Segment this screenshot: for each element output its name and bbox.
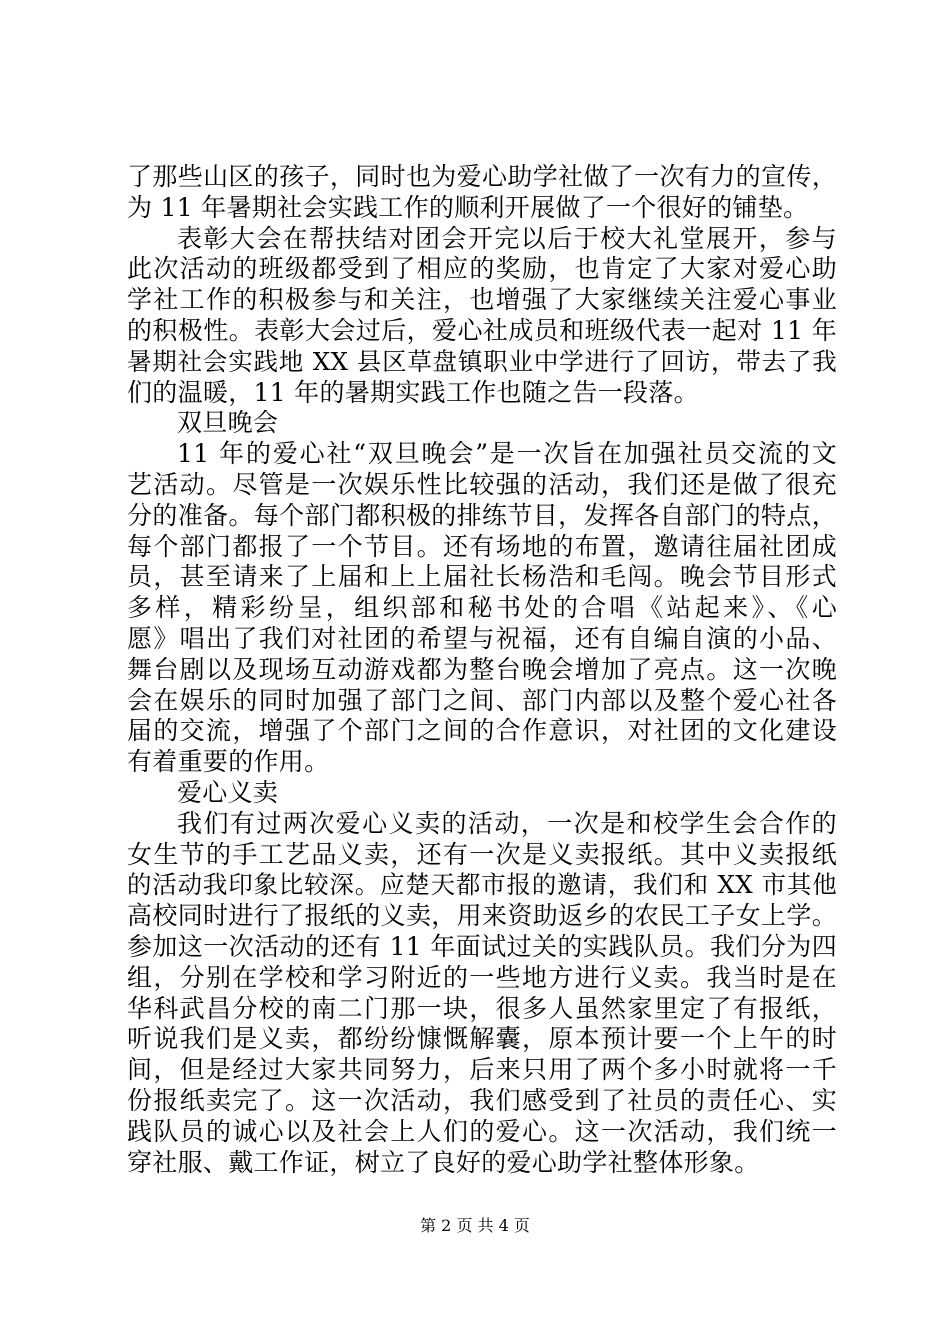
text-line: 的活动我印象比较深。应楚天都市报的邀请，我们和 XX 市其他 (127, 870, 837, 900)
section-heading: 爱心义卖 (177, 777, 279, 807)
page-footer: 第 2 页 共 4 页 (420, 1216, 530, 1235)
text-line: 分的准备。每个部门都积极的排练节目，发挥各自部门的特点， (127, 500, 837, 530)
text-line: 多样，精彩纷呈，组织部和秘书处的合唱《站起来》、《心 (127, 593, 837, 623)
text-line: 参加这一次活动的还有 11 年面试过关的实践队员。我们分为四 (127, 931, 837, 961)
text-line: 员，甚至请来了上届和上上届社长杨浩和毛闯。晚会节目形式 (127, 562, 837, 592)
text-line: 间，但是经过大家共同努力，后来只用了两个多小时就将一千 (127, 1055, 837, 1085)
text-line: 女生节的手工艺品义卖，还有一次是义卖报纸。其中义卖报纸 (127, 839, 837, 869)
text-line: 组，分别在学校和学习附近的一些地方进行义卖。我当时是在 (127, 962, 837, 992)
text-line: 届的交流，增强了个部门之间的合作意识，对社团的文化建设 (127, 716, 837, 746)
text-line: 穿社服、戴工作证，树立了良好的爱心助学社整体形象。 (127, 1147, 760, 1177)
text-line: 们的温暖，11 年的暑期实践工作也随之告一段落。 (127, 377, 699, 407)
text-line: 表彰大会在帮扶结对团会开完以后于校大礼堂展开，参与 (177, 223, 837, 253)
text-line: 11 年的爱心社“双旦晚会”是一次旨在加强社员交流的文 (177, 439, 837, 469)
text-line: 为 11 年暑期社会实践工作的顺利开展做了一个很好的铺垫。 (127, 192, 809, 222)
text-line: 听说我们是义卖，都纷纷慷慨解囊，原本预计要一个上午的时 (127, 1024, 837, 1054)
text-line: 艺活动。尽管是一次娱乐性比较强的活动，我们还是做了很充 (127, 469, 837, 499)
text-line: 愿》唱出了我们对社团的希望与祝福，还有自编自演的小品、 (127, 623, 837, 653)
text-line: 暑期社会实践地 XX 县区草盘镇职业中学进行了回访，带去了我 (127, 346, 837, 376)
text-line: 我们有过两次爱心义卖的活动，一次是和校学生会合作的 (177, 808, 837, 838)
text-line: 了那些山区的孩子，同时也为爱心助学社做了一次有力的宣传， (127, 162, 837, 191)
text-line: 每个部门都报了一个节目。还有场地的布置，邀请往届社团成 (127, 531, 837, 561)
text-line: 高校同时进行了报纸的义卖，用来资助返乡的农民工子女上学。 (127, 901, 837, 931)
text-line: 份报纸卖完了。这一次活动，我们感受到了社员的责任心、实 (127, 1085, 837, 1115)
text-line: 的积极性。表彰大会过后，爱心社成员和班级代表一起对 11 年 (127, 315, 837, 345)
text-line: 有着重要的作用。 (127, 747, 330, 777)
document-body (127, 162, 837, 1178)
text-line: 学社工作的积极参与和关注，也增强了大家继续关注爱心事业 (127, 285, 837, 315)
text-line: 舞台剧以及现场互动游戏都为整台晚会增加了亮点。这一次晚 (127, 654, 837, 684)
text-line: 华科武昌分校的南二门那一块，很多人虽然家里定了有报纸， (127, 993, 837, 1023)
text-line: 践队员的诚心以及社会上人们的爱心。这一次活动，我们统一 (127, 1116, 837, 1146)
text-line: 会在娱乐的同时加强了部门之间、部门内部以及整个爱心社各 (127, 685, 837, 715)
section-heading: 双旦晚会 (177, 408, 279, 438)
text-line: 此次活动的班级都受到了相应的奖励，也肯定了大家对爱心助 (127, 254, 837, 284)
